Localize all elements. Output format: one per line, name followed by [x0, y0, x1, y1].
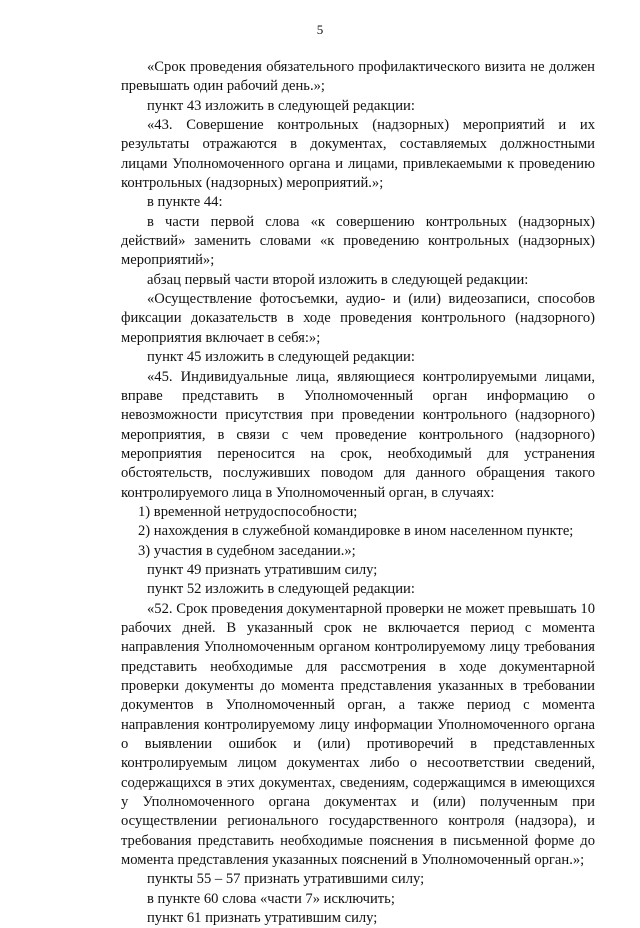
- paragraph-items-55-57: пункты 55 – 57 признать утратившими силу;: [147, 871, 425, 888]
- paragraph-item-45-instruction: пункт 45 изложить в следующей редакции:: [147, 349, 415, 366]
- paragraph-item-52-instruction: пункт 52 изложить в следующей редакции:: [147, 581, 415, 598]
- paragraph-item-44-instruction: в пункте 44:: [147, 194, 223, 211]
- paragraph-item-60: в пункте 60 слова «части 7» исключить;: [147, 890, 395, 907]
- paragraph-item-44-part-2-instruction: абзац первый части второй изложить в следующей редакции:: [147, 271, 529, 288]
- paragraph-item-44-part-1: в части первой слова «к совершению контрольных (надзорных) действий» заменить словами «к проведению контрольных (надзорных) мероприятий»;: [121, 213, 595, 269]
- list-item: 1) временной нетрудоспособности;: [138, 503, 358, 520]
- document-body: [121, 58, 595, 928]
- paragraph-item-43-text: «43. Совершение контрольных (надзорных) мероприятий и их результаты отражаются в документах, составляемых должностными лицами Уполномоченного органа и лицами, привлекаемыми к проведению контрольных (надзорных) мероприятий.»;: [121, 117, 595, 192]
- paragraph-item-45-text: «45. Индивидуальные лица, являющиеся контролируемыми лицами, вправе представить в Уполномоченный орган информацию о невозможности присутствия при проведении контрольного (надзорного) мероприятия, в связи с чем проведение контрольного (надзорного) мероприятия переносится на срок, необходимый для устранения обстоятельств, послуживших поводом для данного обращения такого контролируемого лица в Уполномоченный орган, в случаях:: [121, 368, 595, 501]
- paragraph-item-43-instruction: пункт 43 изложить в следующей редакции:: [147, 97, 415, 114]
- page-number: 5: [316, 22, 324, 37]
- list-item: 3) участия в судебном заседании.»;: [138, 542, 356, 559]
- paragraph-item-44-part-2-text: «Осуществление фотосъемки, аудио- и (или) видеозаписи, способов фиксации доказательств в ходе проведения контрольного (надзорного) мероприятия включает в себя:»;: [121, 291, 595, 346]
- paragraph-item-61: пункт 61 признать утратившим силу;: [147, 910, 378, 927]
- paragraph-item-52-text: «52. Срок проведения документарной проверки не может превышать 10 рабочих дней. В указанный срок не включается период с момента направления Уполномоченным органом контролируемому лицу требования представить необходимые для рассмотрения в ходе документарной проверки документы до момента представления указанных в требовании документов в Уполномоченный орган, а также период с момента направления контролируемому лицу информации Уполномоченного органа о выявлении ошибок и (или) противоречий в представленных контролируемым лицом документах либо о несоответствии сведений, содержащихся в этих документах, сведениям, содержащимся в имеющихся у Уполномоченного органа документах и (или) полученным при осуществлении регионального государственного контроля (надзора), и требования представить необходимые пояснения в письменной форме до момента представления указанных пояснений в Уполномоченный орган.»;: [121, 600, 595, 869]
- paragraph-item-49: пункт 49 признать утратившим силу;: [147, 561, 378, 578]
- paragraph-visit-duration: «Срок проведения обязательного профилактического визита не должен превышать один рабочий день.»;: [121, 59, 595, 95]
- list-item: 2) нахождения в служебной командировке в ином населенном пункте;: [138, 523, 574, 540]
